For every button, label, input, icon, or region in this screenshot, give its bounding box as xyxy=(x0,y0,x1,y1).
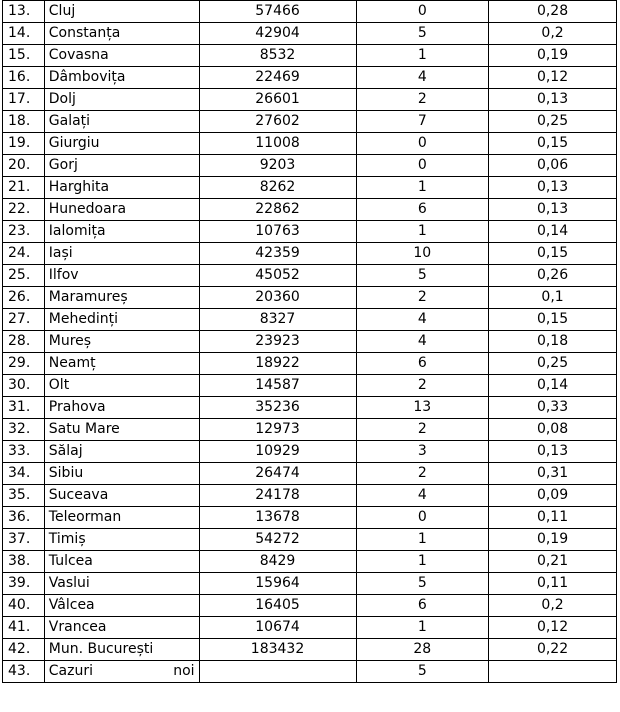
row-index: 23. xyxy=(3,221,45,243)
cases-value: 2 xyxy=(356,463,489,485)
cases-value: 2 xyxy=(356,89,489,111)
table-row xyxy=(3,45,617,67)
population-value: 8262 xyxy=(199,177,356,199)
cases-value: 1 xyxy=(356,551,489,573)
row-index: 39. xyxy=(3,573,45,595)
cases-value: 3 xyxy=(356,441,489,463)
table-row xyxy=(3,397,617,419)
rate-value: 0,21 xyxy=(489,551,617,573)
cases-value: 1 xyxy=(356,617,489,639)
row-index: 41. xyxy=(3,617,45,639)
table-row xyxy=(3,265,617,287)
rate-value: 0,11 xyxy=(489,573,617,595)
county-name: Covasna xyxy=(44,45,199,67)
population-value: 27602 xyxy=(199,111,356,133)
population-value: 10763 xyxy=(199,221,356,243)
row-index: 32. xyxy=(3,419,45,441)
county-name: Neamț xyxy=(44,353,199,375)
row-index: 33. xyxy=(3,441,45,463)
table-row xyxy=(3,23,617,45)
population-value: 13678 xyxy=(199,507,356,529)
population-value: 12973 xyxy=(199,419,356,441)
county-cases-table xyxy=(2,0,617,683)
rate-value: 0,26 xyxy=(489,265,617,287)
row-index: 18. xyxy=(3,111,45,133)
rate-value: 0,28 xyxy=(489,1,617,23)
population-value: 24178 xyxy=(199,485,356,507)
row-index: 30. xyxy=(3,375,45,397)
cases-value: 2 xyxy=(356,287,489,309)
table-row xyxy=(3,595,617,617)
population-value: 45052 xyxy=(199,265,356,287)
county-name: Teleorman xyxy=(44,507,199,529)
county-name: Tulcea xyxy=(44,551,199,573)
rate-value: 0,22 xyxy=(489,639,617,661)
county-name: Vâlcea xyxy=(44,595,199,617)
row-index: 28. xyxy=(3,331,45,353)
cases-value: 6 xyxy=(356,595,489,617)
row-index: 29. xyxy=(3,353,45,375)
population-value: 42359 xyxy=(199,243,356,265)
cases-value: 6 xyxy=(356,353,489,375)
new-cases-label xyxy=(44,661,199,683)
table-row xyxy=(3,89,617,111)
row-index: 19. xyxy=(3,133,45,155)
rate-value: 0,18 xyxy=(489,331,617,353)
table-row xyxy=(3,309,617,331)
population-value: 15964 xyxy=(199,573,356,595)
new-cases-label-word2: noi xyxy=(173,663,195,679)
cases-value: 4 xyxy=(356,67,489,89)
county-name: Ialomița xyxy=(44,221,199,243)
row-index: 27. xyxy=(3,309,45,331)
table-row xyxy=(3,353,617,375)
table-row xyxy=(3,67,617,89)
rate-value: 0,14 xyxy=(489,221,617,243)
population-value: 57466 xyxy=(199,1,356,23)
row-index: 31. xyxy=(3,397,45,419)
rate-value: 0,06 xyxy=(489,155,617,177)
rate-value: 0,19 xyxy=(489,45,617,67)
county-name: Vaslui xyxy=(44,573,199,595)
county-name: Satu Mare xyxy=(44,419,199,441)
row-index: 40. xyxy=(3,595,45,617)
county-name: Mureș xyxy=(44,331,199,353)
cases-value: 0 xyxy=(356,155,489,177)
population-value: 42904 xyxy=(199,23,356,45)
county-name: Olt xyxy=(44,375,199,397)
population-value xyxy=(199,661,356,683)
rate-value: 0,15 xyxy=(489,309,617,331)
cases-value: 4 xyxy=(356,309,489,331)
row-index: 37. xyxy=(3,529,45,551)
population-value: 54272 xyxy=(199,529,356,551)
cases-value: 1 xyxy=(356,45,489,67)
cases-value: 28 xyxy=(356,639,489,661)
row-index: 21. xyxy=(3,177,45,199)
rate-value: 0,2 xyxy=(489,23,617,45)
population-value: 8532 xyxy=(199,45,356,67)
rate-value: 0,15 xyxy=(489,133,617,155)
row-index: 13. xyxy=(3,1,45,23)
county-name: Mehedinți xyxy=(44,309,199,331)
county-name: Prahova xyxy=(44,397,199,419)
population-value: 22469 xyxy=(199,67,356,89)
table-row xyxy=(3,463,617,485)
rate-value: 0,12 xyxy=(489,617,617,639)
population-value: 9203 xyxy=(199,155,356,177)
county-name: Mun. București xyxy=(44,639,199,661)
table-row-new-cases xyxy=(3,661,617,683)
row-index: 36. xyxy=(3,507,45,529)
population-value: 10674 xyxy=(199,617,356,639)
county-name: Giurgiu xyxy=(44,133,199,155)
row-index: 42. xyxy=(3,639,45,661)
population-value: 26601 xyxy=(199,89,356,111)
rate-value: 0,31 xyxy=(489,463,617,485)
county-name: Dâmbovița xyxy=(44,67,199,89)
row-index: 20. xyxy=(3,155,45,177)
cases-value: 1 xyxy=(356,529,489,551)
cases-value: 13 xyxy=(356,397,489,419)
table-row xyxy=(3,1,617,23)
table-body xyxy=(3,1,617,683)
population-value: 11008 xyxy=(199,133,356,155)
rate-value: 0,1 xyxy=(489,287,617,309)
population-value: 35236 xyxy=(199,397,356,419)
rate-value: 0,13 xyxy=(489,89,617,111)
cases-value: 4 xyxy=(356,485,489,507)
county-name: Sibiu xyxy=(44,463,199,485)
population-value: 14587 xyxy=(199,375,356,397)
row-index: 24. xyxy=(3,243,45,265)
county-name: Iași xyxy=(44,243,199,265)
rate-value: 0,14 xyxy=(489,375,617,397)
cases-value: 10 xyxy=(356,243,489,265)
rate-value: 0,25 xyxy=(489,353,617,375)
population-value: 183432 xyxy=(199,639,356,661)
row-index: 14. xyxy=(3,23,45,45)
population-value: 18922 xyxy=(199,353,356,375)
rate-value: 0,12 xyxy=(489,67,617,89)
row-index: 15. xyxy=(3,45,45,67)
county-name: Sălaj xyxy=(44,441,199,463)
row-index: 25. xyxy=(3,265,45,287)
rate-value: 0,25 xyxy=(489,111,617,133)
table-row xyxy=(3,331,617,353)
population-value: 8429 xyxy=(199,551,356,573)
rate-value: 0,08 xyxy=(489,419,617,441)
county-name: Constanța xyxy=(44,23,199,45)
row-index: 16. xyxy=(3,67,45,89)
county-name: Timiș xyxy=(44,529,199,551)
cases-value: 5 xyxy=(356,573,489,595)
county-name: Ilfov xyxy=(44,265,199,287)
rate-value: 0,33 xyxy=(489,397,617,419)
county-name: Harghita xyxy=(44,177,199,199)
rate-value xyxy=(489,661,617,683)
cases-value: 1 xyxy=(356,221,489,243)
population-value: 20360 xyxy=(199,287,356,309)
table-row xyxy=(3,375,617,397)
cases-value: 0 xyxy=(356,1,489,23)
cases-value: 1 xyxy=(356,177,489,199)
row-index: 35. xyxy=(3,485,45,507)
cases-value: 6 xyxy=(356,199,489,221)
table-row xyxy=(3,507,617,529)
table-row xyxy=(3,243,617,265)
county-name: Vrancea xyxy=(44,617,199,639)
table-row xyxy=(3,199,617,221)
row-index: 17. xyxy=(3,89,45,111)
county-name: Hunedoara xyxy=(44,199,199,221)
rate-value: 0,13 xyxy=(489,441,617,463)
county-name: Dolj xyxy=(44,89,199,111)
county-name: Suceava xyxy=(44,485,199,507)
table-row xyxy=(3,551,617,573)
population-value: 26474 xyxy=(199,463,356,485)
row-index: 26. xyxy=(3,287,45,309)
population-value: 22862 xyxy=(199,199,356,221)
row-index: 38. xyxy=(3,551,45,573)
cases-value: 2 xyxy=(356,419,489,441)
population-value: 23923 xyxy=(199,331,356,353)
cases-value: 5 xyxy=(356,661,489,683)
county-name: Galați xyxy=(44,111,199,133)
table-row xyxy=(3,419,617,441)
table-row xyxy=(3,485,617,507)
population-value: 8327 xyxy=(199,309,356,331)
table-row xyxy=(3,441,617,463)
table-row xyxy=(3,111,617,133)
rate-value: 0,15 xyxy=(489,243,617,265)
cases-value: 7 xyxy=(356,111,489,133)
rate-value: 0,19 xyxy=(489,529,617,551)
county-name: Cluj xyxy=(44,1,199,23)
county-name: Maramureș xyxy=(44,287,199,309)
row-index: 34. xyxy=(3,463,45,485)
table-row xyxy=(3,529,617,551)
table-row xyxy=(3,133,617,155)
rate-value: 0,11 xyxy=(489,507,617,529)
cases-value: 2 xyxy=(356,375,489,397)
cases-value: 5 xyxy=(356,23,489,45)
table-row xyxy=(3,573,617,595)
table-row xyxy=(3,617,617,639)
cases-value: 4 xyxy=(356,331,489,353)
rate-value: 0,13 xyxy=(489,177,617,199)
new-cases-label-word1: Cazuri xyxy=(48,663,94,679)
row-index: 22. xyxy=(3,199,45,221)
rate-value: 0,09 xyxy=(489,485,617,507)
table-row xyxy=(3,177,617,199)
county-name: Gorj xyxy=(44,155,199,177)
table-row xyxy=(3,639,617,661)
cases-value: 0 xyxy=(356,507,489,529)
rate-value: 0,13 xyxy=(489,199,617,221)
cases-value: 0 xyxy=(356,133,489,155)
table-row xyxy=(3,287,617,309)
rate-value: 0,2 xyxy=(489,595,617,617)
population-value: 10929 xyxy=(199,441,356,463)
table-row xyxy=(3,155,617,177)
table-row xyxy=(3,221,617,243)
cases-value: 5 xyxy=(356,265,489,287)
row-index: 43. xyxy=(3,661,45,683)
population-value: 16405 xyxy=(199,595,356,617)
